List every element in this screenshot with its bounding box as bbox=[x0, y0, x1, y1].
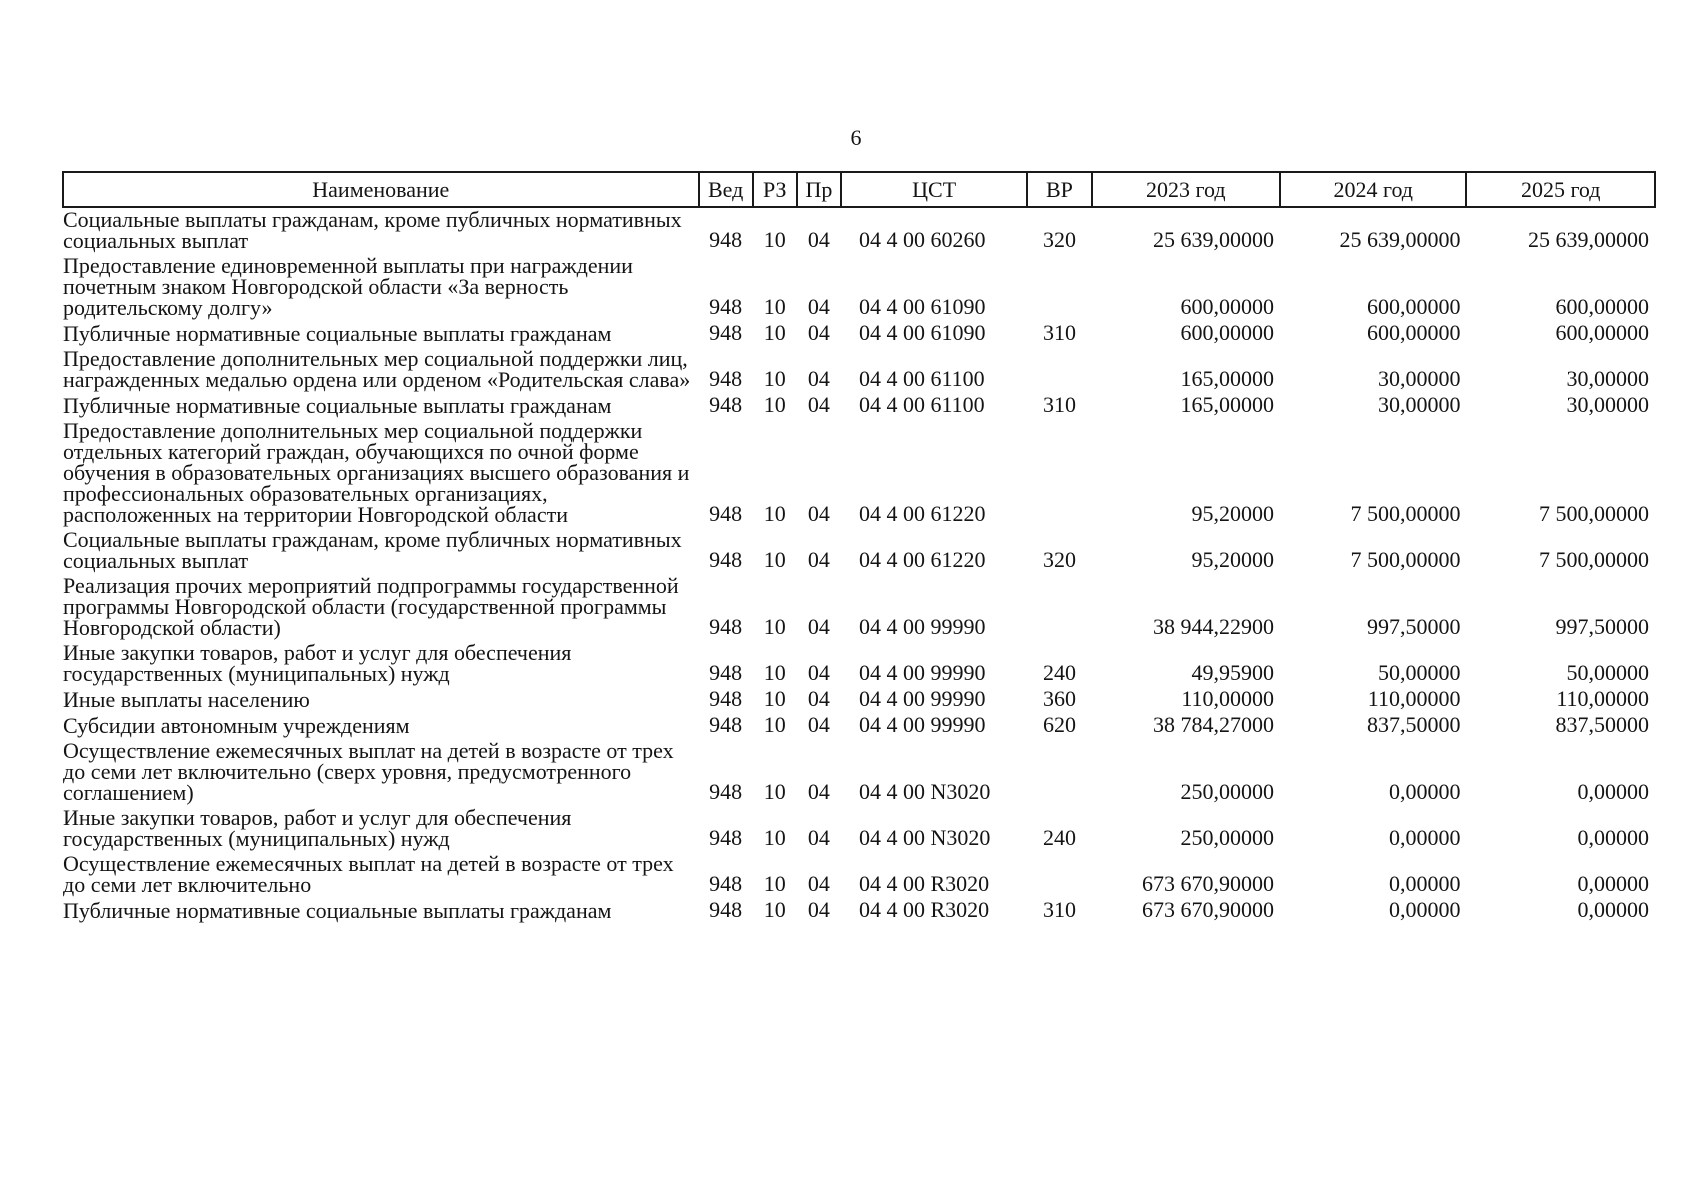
table-body bbox=[63, 207, 1655, 924]
cell-2024: 110,00000 bbox=[1367, 686, 1461, 711]
cell-cst: 04 4 00 99990 bbox=[858, 614, 986, 639]
cell-cst: 04 4 00 99990 bbox=[858, 686, 986, 711]
cell-ved: 948 bbox=[709, 686, 743, 711]
cell-cst: 04 4 00 R3020 bbox=[858, 897, 990, 922]
table-row bbox=[63, 713, 1655, 739]
cell-rz: 10 bbox=[763, 501, 786, 526]
cell-2023: 600,00000 bbox=[1180, 294, 1275, 319]
cell-rz: 10 bbox=[763, 547, 786, 572]
cell-2025: 837,50000 bbox=[1555, 712, 1649, 737]
cell-name: Социальные выплаты гражданам, кроме публичных нормативных социальных выплат bbox=[63, 207, 682, 253]
cell-vr: 310 bbox=[1042, 320, 1076, 345]
table-row bbox=[63, 321, 1655, 347]
cell-ved: 948 bbox=[709, 392, 743, 417]
cell-ved: 948 bbox=[709, 825, 743, 850]
table-row bbox=[63, 852, 1655, 898]
cell-2024: 0,00000 bbox=[1388, 871, 1461, 896]
cell-vr bbox=[1027, 347, 1091, 393]
table-row bbox=[63, 207, 1655, 254]
cell-2023: 95,20000 bbox=[1191, 501, 1275, 526]
cell-name: Предоставление дополнительных мер социальной поддержки лиц, награжденных медалью ордена или орденом «Родительская слава» bbox=[63, 346, 691, 392]
table-row bbox=[63, 254, 1655, 321]
cell-rz: 10 bbox=[763, 871, 786, 896]
cell-2024: 0,00000 bbox=[1388, 779, 1461, 804]
cell-2025: 0,00000 bbox=[1577, 871, 1649, 896]
table-header bbox=[63, 172, 1655, 207]
cell-2025: 7 500,00000 bbox=[1539, 547, 1649, 572]
cell-vr bbox=[1027, 254, 1091, 321]
cell-rz: 10 bbox=[763, 227, 786, 252]
cell-2023: 600,00000 bbox=[1180, 320, 1275, 345]
cell-vr: 360 bbox=[1042, 686, 1076, 711]
cell-pr: 04 bbox=[807, 897, 830, 922]
cell-cst: 04 4 00 N3020 bbox=[858, 825, 991, 850]
cell-name: Публичные нормативные социальные выплаты гражданам bbox=[63, 321, 612, 346]
cell-rz: 10 bbox=[763, 779, 786, 804]
cell-rz: 10 bbox=[763, 660, 786, 685]
table-row bbox=[63, 898, 1655, 924]
cell-cst: 04 4 00 61220 bbox=[858, 501, 986, 526]
cell-cst: 04 4 00 61090 bbox=[858, 320, 986, 345]
cell-pr: 04 bbox=[807, 660, 830, 685]
cell-2024: 0,00000 bbox=[1388, 897, 1461, 922]
table-row bbox=[63, 739, 1655, 806]
cell-vr: 310 bbox=[1042, 897, 1076, 922]
cell-name: Субсидии автономным учреждениям bbox=[63, 713, 410, 738]
cell-cst: 04 4 00 N3020 bbox=[858, 779, 991, 804]
cell-2023: 38 784,27000 bbox=[1153, 712, 1275, 737]
cell-pr: 04 bbox=[807, 320, 830, 345]
cell-vr: 620 bbox=[1042, 712, 1076, 737]
cell-pr: 04 bbox=[807, 712, 830, 737]
cell-2023: 673 670,90000 bbox=[1142, 871, 1275, 896]
cell-pr: 04 bbox=[807, 871, 830, 896]
header-cst: ЦСТ bbox=[841, 172, 1027, 207]
cell-cst: 04 4 00 99990 bbox=[858, 712, 986, 737]
cell-2024: 997,50000 bbox=[1366, 614, 1461, 639]
cell-pr: 04 bbox=[807, 614, 830, 639]
cell-name: Публичные нормативные социальные выплаты гражданам bbox=[63, 393, 612, 418]
cell-rz: 10 bbox=[763, 686, 786, 711]
cell-2025: 30,00000 bbox=[1566, 392, 1649, 417]
cell-cst: 04 4 00 61100 bbox=[858, 366, 985, 391]
cell-vr: 320 bbox=[1042, 227, 1076, 252]
table-row bbox=[63, 574, 1655, 641]
cell-cst: 04 4 00 60260 bbox=[858, 227, 986, 252]
cell-vr bbox=[1027, 574, 1091, 641]
cell-ved: 948 bbox=[709, 320, 743, 345]
cell-vr bbox=[1027, 739, 1091, 806]
cell-vr bbox=[1027, 852, 1091, 898]
cell-2023: 673 670,90000 bbox=[1142, 897, 1275, 922]
cell-pr: 04 bbox=[807, 547, 830, 572]
header-name: Наименование bbox=[63, 172, 699, 207]
cell-vr: 240 bbox=[1042, 825, 1076, 850]
cell-rz: 10 bbox=[763, 320, 786, 345]
cell-pr: 04 bbox=[807, 366, 830, 391]
cell-2023: 25 639,00000 bbox=[1153, 227, 1275, 252]
cell-2024: 600,00000 bbox=[1366, 320, 1461, 345]
cell-rz: 10 bbox=[763, 825, 786, 850]
cell-name: Иные выплаты населению bbox=[63, 687, 310, 712]
cell-name: Публичные нормативные социальные выплаты гражданам bbox=[63, 898, 612, 923]
cell-ved: 948 bbox=[709, 614, 743, 639]
table-row bbox=[63, 687, 1655, 713]
cell-name: Предоставление дополнительных мер социальной поддержки отдельных категорий граждан, обучающихся по очной форме обучения в образовательных организациях высшего образования и профессиональных образовательных организациях, расположенных на территории Новгородской области bbox=[63, 418, 690, 527]
cell-cst: 04 4 00 R3020 bbox=[858, 871, 990, 896]
cell-2023: 250,00000 bbox=[1180, 779, 1275, 804]
cell-2024: 7 500,00000 bbox=[1350, 501, 1461, 526]
header-row bbox=[63, 172, 1655, 207]
table-row bbox=[63, 347, 1655, 393]
cell-cst: 04 4 00 99990 bbox=[858, 660, 986, 685]
cell-rz: 10 bbox=[763, 366, 786, 391]
cell-2025: 7 500,00000 bbox=[1539, 501, 1649, 526]
cell-pr: 04 bbox=[807, 686, 830, 711]
budget-table bbox=[62, 171, 1656, 924]
table-row bbox=[63, 528, 1655, 574]
cell-2025: 110,00000 bbox=[1556, 686, 1649, 711]
cell-ved: 948 bbox=[709, 294, 743, 319]
cell-name: Иные закупки товаров, работ и услуг для обеспечения государственных (муниципальных) нужд bbox=[63, 805, 572, 851]
cell-2024: 0,00000 bbox=[1388, 825, 1461, 850]
cell-2023: 165,00000 bbox=[1180, 392, 1275, 417]
cell-2025: 0,00000 bbox=[1577, 825, 1649, 850]
header-2024: 2024 год bbox=[1280, 172, 1466, 207]
cell-2025: 600,00000 bbox=[1555, 294, 1649, 319]
table-row bbox=[63, 393, 1655, 419]
table-row bbox=[63, 419, 1655, 528]
cell-2023: 38 944,22900 bbox=[1153, 614, 1275, 639]
cell-ved: 948 bbox=[709, 712, 743, 737]
cell-pr: 04 bbox=[807, 294, 830, 319]
cell-2024: 50,00000 bbox=[1377, 660, 1461, 685]
header-2023: 2023 год bbox=[1092, 172, 1280, 207]
cell-2024: 25 639,00000 bbox=[1339, 227, 1461, 252]
cell-ved: 948 bbox=[709, 227, 743, 252]
cell-vr: 320 bbox=[1042, 547, 1076, 572]
cell-name: Осуществление ежемесячных выплат на детей в возрасте от трех до семи лет включительно (сверх уровня, предусмотренного соглашением) bbox=[63, 738, 674, 805]
cell-ved: 948 bbox=[709, 501, 743, 526]
cell-cst: 04 4 00 61220 bbox=[858, 547, 986, 572]
cell-cst: 04 4 00 61100 bbox=[858, 392, 985, 417]
cell-pr: 04 bbox=[807, 392, 830, 417]
cell-vr: 240 bbox=[1042, 660, 1076, 685]
cell-2025: 0,00000 bbox=[1577, 897, 1649, 922]
cell-2024: 7 500,00000 bbox=[1350, 547, 1461, 572]
cell-2025: 30,00000 bbox=[1566, 366, 1649, 391]
cell-2024: 30,00000 bbox=[1377, 392, 1461, 417]
cell-pr: 04 bbox=[807, 779, 830, 804]
cell-pr: 04 bbox=[807, 501, 830, 526]
cell-2025: 0,00000 bbox=[1577, 779, 1649, 804]
page-number: 6 bbox=[850, 125, 862, 150]
cell-ved: 948 bbox=[709, 547, 743, 572]
cell-2023: 95,20000 bbox=[1191, 547, 1275, 572]
header-vr: ВР bbox=[1027, 172, 1091, 207]
cell-2025: 50,00000 bbox=[1566, 660, 1649, 685]
cell-pr: 04 bbox=[807, 825, 830, 850]
table-row bbox=[63, 806, 1655, 852]
cell-2023: 165,00000 bbox=[1180, 366, 1275, 391]
cell-name: Иные закупки товаров, работ и услуг для обеспечения государственных (муниципальных) нужд bbox=[63, 640, 572, 686]
cell-rz: 10 bbox=[763, 897, 786, 922]
cell-ved: 948 bbox=[709, 871, 743, 896]
cell-name: Социальные выплаты гражданам, кроме публичных нормативных социальных выплат bbox=[63, 527, 682, 573]
cell-vr bbox=[1027, 419, 1091, 528]
cell-2024: 837,50000 bbox=[1366, 712, 1461, 737]
cell-2023: 110,00000 bbox=[1181, 686, 1275, 711]
cell-pr: 04 bbox=[807, 227, 830, 252]
cell-2024: 600,00000 bbox=[1366, 294, 1461, 319]
cell-vr: 310 bbox=[1042, 392, 1076, 417]
table-row bbox=[63, 641, 1655, 687]
cell-ved: 948 bbox=[709, 897, 743, 922]
cell-2025: 997,50000 bbox=[1555, 614, 1649, 639]
cell-2025: 25 639,00000 bbox=[1528, 227, 1649, 252]
cell-name: Реализация прочих мероприятий подпрограммы государственной программы Новгородской области (государственной программы Новгородской области) bbox=[63, 573, 679, 640]
header-pr: Пр bbox=[797, 172, 841, 207]
header-ved: Вед bbox=[699, 172, 753, 207]
cell-rz: 10 bbox=[763, 712, 786, 737]
cell-ved: 948 bbox=[709, 660, 743, 685]
header-2025: 2025 год bbox=[1466, 172, 1655, 207]
cell-rz: 10 bbox=[763, 392, 786, 417]
cell-cst: 04 4 00 61090 bbox=[858, 294, 986, 319]
cell-2023: 250,00000 bbox=[1180, 825, 1275, 850]
header-rz: РЗ bbox=[753, 172, 797, 207]
cell-name: Предоставление единовременной выплаты при награждении почетным знаком Новгородской области «За верность родительскому долгу» bbox=[63, 253, 633, 320]
cell-name: Осуществление ежемесячных выплат на детей в возрасте от трех до семи лет включительно bbox=[63, 851, 674, 897]
cell-ved: 948 bbox=[709, 779, 743, 804]
cell-2024: 30,00000 bbox=[1377, 366, 1461, 391]
cell-2023: 49,95900 bbox=[1191, 660, 1275, 685]
cell-ved: 948 bbox=[709, 366, 743, 391]
cell-2025: 600,00000 bbox=[1555, 320, 1649, 345]
cell-rz: 10 bbox=[763, 614, 786, 639]
cell-rz: 10 bbox=[763, 294, 786, 319]
